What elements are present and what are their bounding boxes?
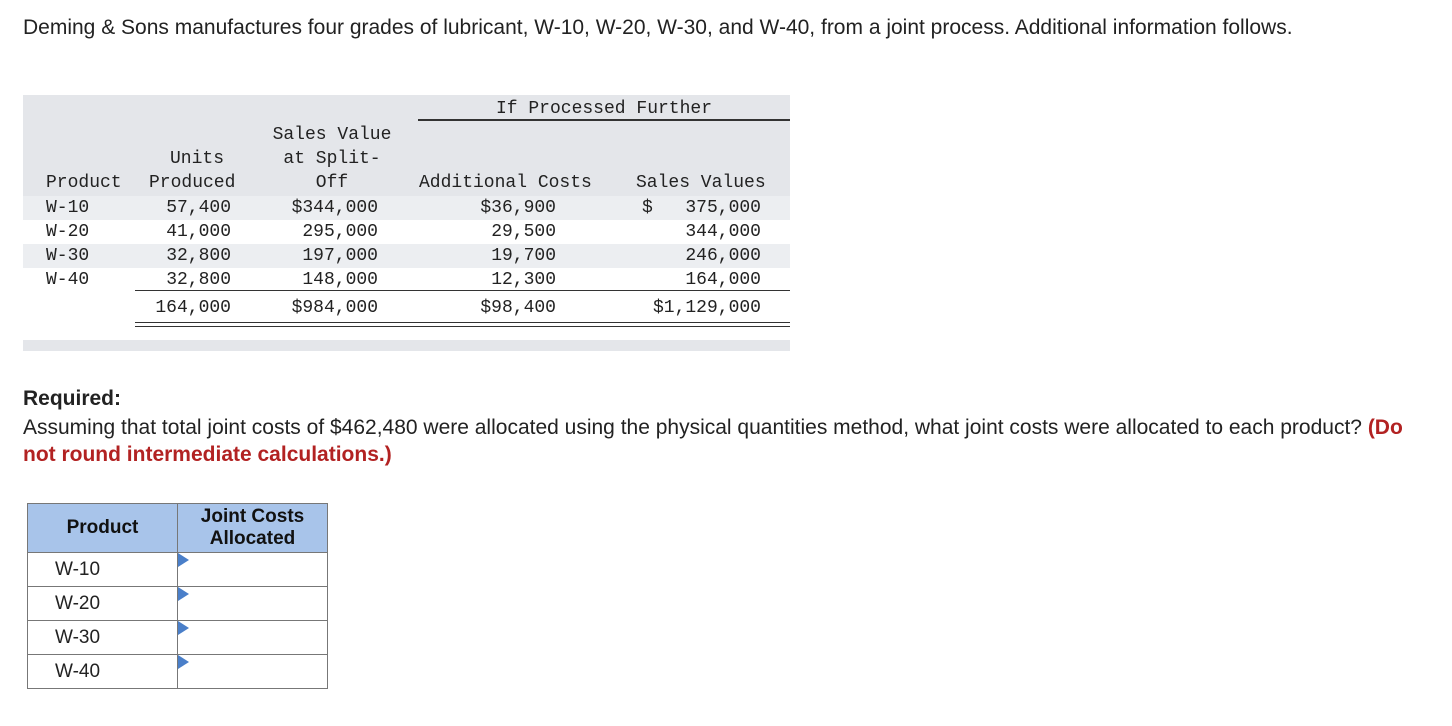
cell-split-off: 197,000: [302, 246, 378, 266]
cell-sales: 164,000: [685, 270, 761, 290]
cell-product: W-30: [46, 246, 90, 266]
data-table: [23, 95, 790, 351]
joint-cost-input-w20[interactable]: [178, 587, 327, 620]
table-row: [28, 655, 328, 689]
joint-cost-input-w40[interactable]: [178, 655, 327, 688]
cell-units: 32,800: [166, 270, 231, 290]
total-additional: $98,400: [480, 298, 556, 318]
total-double-rule-top: [135, 322, 790, 323]
required-question: Assuming that total joint costs of $462,480 were allocated using the physical quantities method, what joint costs were allocated to each product?: [23, 416, 1362, 439]
problem-intro: Deming & Sons manufactures four grades of lubricant, W-10, W-20, W-30, and W-40, from a joint process. Additional information follows.: [23, 16, 1293, 39]
subtotal-rule: [135, 290, 790, 291]
table-row: [28, 621, 328, 655]
answer-cell[interactable]: [178, 655, 328, 689]
table-footer-band: [23, 340, 790, 351]
joint-cost-input-w10[interactable]: [178, 553, 327, 586]
table-row: [28, 553, 328, 587]
input-marker-icon: [178, 655, 189, 669]
cell-units: 41,000: [166, 222, 231, 242]
cell-product: W-40: [46, 270, 90, 290]
required-text: [23, 414, 1423, 468]
group-header-rule: [418, 119, 790, 121]
cell-product: W-10: [46, 198, 90, 218]
cell-split-off: 295,000: [302, 222, 378, 242]
cell-split-off: 148,000: [302, 270, 378, 290]
answer-table: [27, 503, 328, 689]
answer-header-joint-2: Allocated: [209, 528, 296, 549]
header-product: Product: [46, 173, 122, 193]
cell-split-off: $344,000: [291, 198, 378, 218]
answer-cell[interactable]: [178, 587, 328, 621]
cell-sales: 344,000: [685, 222, 761, 242]
cell-units: 57,400: [166, 198, 231, 218]
answer-product: W-40: [28, 655, 178, 689]
table-row: [28, 587, 328, 621]
cell-units: 32,800: [166, 246, 231, 266]
cell-additional: $36,900: [480, 198, 556, 218]
required-note: (Do not round intermediate calculations.): [23, 416, 1403, 466]
total-units: 164,000: [155, 298, 231, 318]
cell-additional: 19,700: [491, 246, 556, 266]
group-header: If Processed Further: [495, 99, 713, 119]
cell-sales-prefix: $: [642, 198, 653, 218]
cell-sales: 246,000: [685, 246, 761, 266]
answer-cell[interactable]: [178, 553, 328, 587]
required-title: Required:: [23, 387, 122, 410]
answer-cell[interactable]: [178, 621, 328, 655]
answer-product: W-30: [28, 621, 178, 655]
header-sales-value-2: at Split-: [283, 149, 381, 169]
header-sales-values: Sales Values: [636, 173, 766, 193]
total-sales: $1,129,000: [652, 298, 761, 318]
joint-cost-input-w30[interactable]: [178, 621, 327, 654]
answer-product: W-10: [28, 553, 178, 587]
cell-product: W-20: [46, 222, 90, 242]
header-sales-value-3: Off: [315, 173, 349, 193]
header-units-1: Units: [169, 149, 224, 169]
answer-header-joint-costs: [178, 504, 328, 553]
input-marker-icon: [178, 621, 189, 635]
cell-sales: 375,000: [685, 198, 761, 218]
answer-product: W-20: [28, 587, 178, 621]
answer-header-product: Product: [28, 504, 178, 553]
answer-header-joint-1: Joint Costs: [200, 506, 305, 527]
cell-additional: 12,300: [491, 270, 556, 290]
cell-additional: 29,500: [491, 222, 556, 242]
header-sales-value-1: Sales Value: [272, 125, 392, 145]
answer-header-row: [28, 504, 328, 553]
header-additional-costs: Additional Costs: [419, 173, 592, 193]
input-marker-icon: [178, 587, 189, 601]
total-double-rule-bottom: [135, 326, 790, 327]
input-marker-icon: [178, 553, 189, 567]
total-split-off: $984,000: [291, 298, 378, 318]
header-units-2: Produced: [149, 173, 236, 193]
